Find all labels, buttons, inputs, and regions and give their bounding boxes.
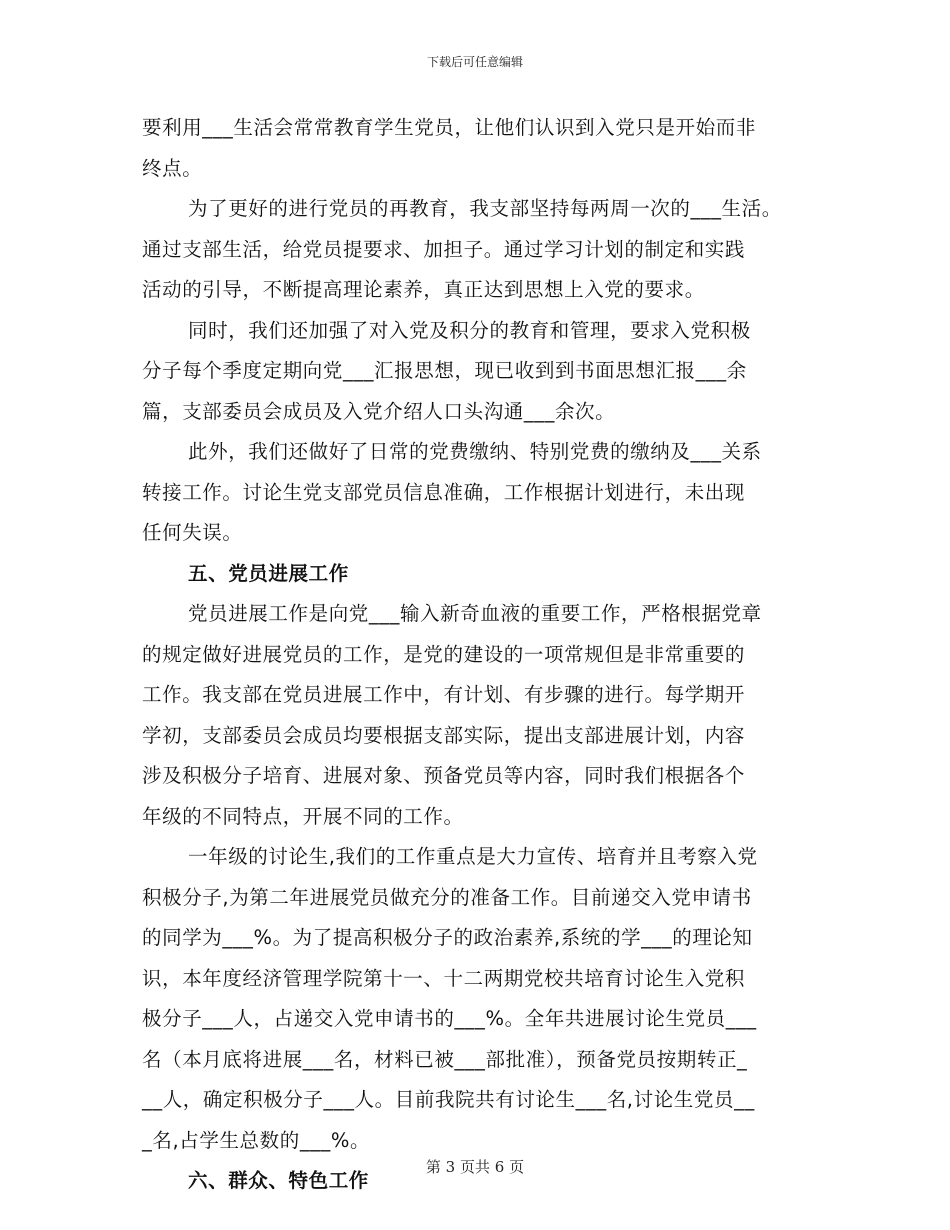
text-line: 涉及积极分子培育、进展对象、预备党员等内容，同时我们根据各个 (142, 764, 746, 787)
text-line: 年级的不同特点，开展不同的工作。 (142, 804, 464, 828)
text-line: 任何失误。 (142, 521, 243, 544)
text-line: 积极分子,为第二年进展党员做充分的准备工作。目前递交入党申请书 (142, 885, 752, 909)
text-line: 名（本月底将进展___名，材料已被___部批准），预备党员按期转正_ (142, 1047, 748, 1071)
text-line: 党员进展工作是向党___输入新奇血液的重要工作，严格根据党章 (188, 602, 762, 625)
text-line: 为了更好的进行党员的再教育，我支部坚持每两周一次的___生活。 (188, 197, 782, 220)
text-line: 同时，我们还加强了对入党及积分的教育和管理，要求入党积极 (188, 318, 751, 342)
text-line: 极分子___人，占递交入党申请书的___%。全年共进展讨论生党员___ (142, 1007, 757, 1030)
text-line: 通过支部生活，给党员提要求、加担子。通过学习计划的制定和实践 (142, 237, 746, 261)
text-line: 的规定做好进展党员的工作，是党的建设的一项常规但是非常重要的 (142, 642, 746, 666)
text-line: 分子每个季度定期向党___汇报思想，现已收到到书面思想汇报___余 (142, 359, 747, 382)
text-line: 转接工作。讨论生党支部党员信息准确，工作根据计划进行，未出现 (142, 480, 746, 504)
text-line: 终点。 (142, 156, 203, 180)
text-line: 要利用___生活会常常教育学生党员，让他们认识到入党只是开始而非 (142, 116, 756, 139)
section-heading: 六、群众、特色工作 (188, 1169, 369, 1192)
text-line: __人，确定积极分子___人。目前我院共有讨论生___名,讨论生党员__ (142, 1088, 755, 1111)
text-line: 篇，支部委员会成员及入党介绍人口头沟通___余次。 (142, 399, 616, 423)
text-line: 此外，我们还做好了日常的党费缴纳、特别党费的缴纳及___关系 (188, 440, 762, 463)
text-line: _名,占学生总数的___%。 (142, 1128, 371, 1152)
page-footer: 第 3 页共 6 页 (425, 1158, 525, 1176)
text-line: 的同学为___%。为了提高积极分子的政治素养,系统的学___的理论知 (142, 926, 753, 949)
text-line: 一年级的讨论生,我们的工作重点是大力宣传、培育并且考察入党 (188, 845, 758, 868)
text-line: 活动的引导，不断提高理论素养，真正达到思想上入党的要求。 (142, 278, 705, 301)
text-line: 识，本年度经济管理学院第十一、十二两期党校共培育讨论生入党积 (142, 966, 746, 990)
text-line: 工作。我支部在党员进展工作中，有计划、有步骤的进行。每学期开 (142, 683, 746, 706)
text-line: 学初，支部委员会成员均要根据支部实际，提出支部进展计划，内容 (142, 723, 746, 747)
document-body (142, 108, 832, 1202)
page-header: 下载后可任意编辑 (426, 55, 523, 69)
section-heading: 五、党员进展工作 (188, 561, 349, 585)
